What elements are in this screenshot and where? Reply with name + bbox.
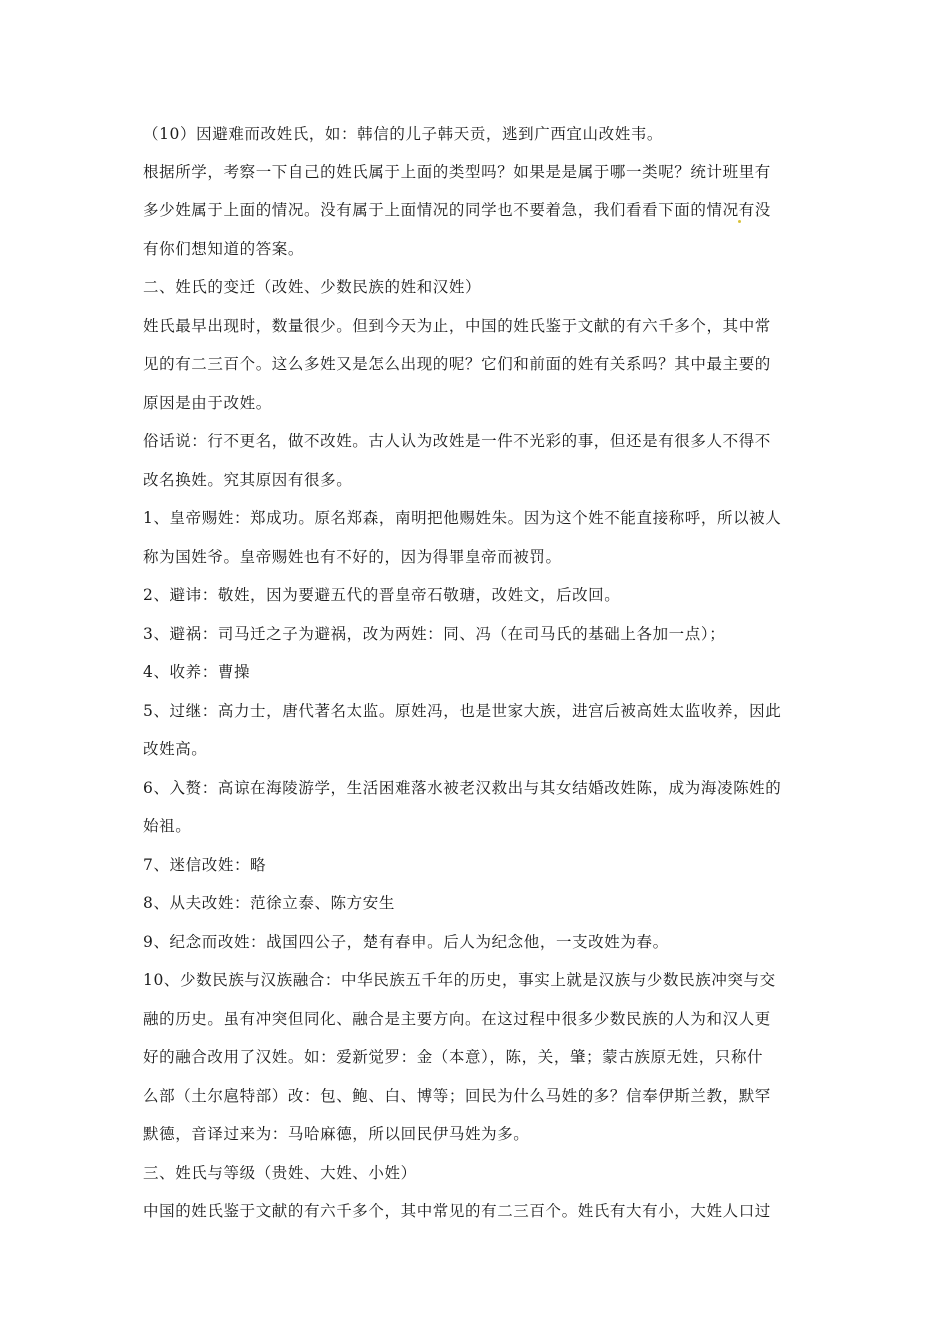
text-line: 多少姓属于上面的情况。没有属于上面情况的同学也不要着急，我们看看下面的情况有没	[143, 201, 771, 219]
text-line: 9、纪念而改姓：战国四公子，楚有春申。后人为纪念他，一支改姓为春。	[143, 933, 669, 951]
text-line: 10、少数民族与汉族融合：中华民族五千年的历史，事实上就是汉族与少数民族冲突与交	[143, 971, 776, 989]
text-line: 8、从夫改姓：范徐立泰、陈方安生	[143, 894, 395, 912]
text-line: 好的融合改用了汉姓。如：爱新觉罗：金（本意），陈，关，肇；蒙古族原无姓，只称什	[143, 1048, 764, 1066]
text-line: 默德，音译过来为：马哈麻德，所以回民伊马姓为多。	[143, 1125, 530, 1143]
text-line: 1、皇帝赐姓：郑成功。原名郑森，南明把他赐姓朱。因为这个姓不能直接称呼，所以被人	[143, 509, 782, 527]
text-line: 3、避祸：司马迁之子为避祸，改为两姓：同、冯（在司马氏的基础上各加一点）；	[143, 625, 726, 643]
text-line: 根据所学，考察一下自己的姓氏属于上面的类型吗？如果是是属于哪一类呢？统计班里有	[143, 163, 771, 181]
text-line: 么部（土尔扈特部）改：包、鲍、白、博等；回民为什么马姓的多？信奉伊斯兰教，默罕	[143, 1087, 771, 1105]
text-line: 7、迷信改姓：略	[143, 856, 267, 874]
text-line: 有你们想知道的答案。	[143, 240, 305, 258]
text-line: 三、姓氏与等级（贵姓、大姓、小姓）	[143, 1164, 417, 1182]
text-line: 5、过继：高力士，唐代著名太监。原姓冯，也是世家大族，进宫后被高姓太监收养，因此	[143, 702, 782, 720]
text-line: 见的有二三百个。这么多姓又是怎么出现的呢？它们和前面的姓有关系吗？其中最主要的	[143, 355, 771, 373]
text-line: 称为国姓爷。皇帝赐姓也有不好的，因为得罪皇帝而被罚。	[143, 548, 562, 566]
text-line: 融的历史。虽有冲突但同化、融合是主要方向。在这过程中很多少数民族的人为和汉人更	[143, 1010, 771, 1028]
stray-mark	[738, 220, 741, 223]
text-line: 姓氏最早出现时，数量很少。但到今天为止，中国的姓氏鉴于文献的有六千多个，其中常	[143, 317, 771, 335]
text-line: （10）因避难而改姓氏，如：韩信的儿子韩天贡，逃到广西宜山改姓韦。	[143, 125, 664, 143]
text-line: 始祖。	[143, 817, 192, 835]
text-line: 原因是由于改姓。	[143, 394, 272, 412]
text-line: 2、避讳：敬姓，因为要避五代的晋皇帝石敬瑭，改姓文，后改回。	[143, 586, 621, 604]
text-line: 中国的姓氏鉴于文献的有六千多个，其中常见的有二三百个。姓氏有大有小，大姓人口过	[143, 1202, 771, 1220]
text-line: 改名换姓。究其原因有很多。	[143, 471, 353, 489]
text-line: 4、收养：曹操	[143, 663, 251, 681]
text-line: 6、入赘：高谅在海陵游学，生活困难落水被老汉救出与其女结婚改姓陈，成为海凌陈姓的	[143, 779, 782, 797]
text-line: 俗话说：行不更名，做不改姓。古人认为改姓是一件不光彩的事，但还是有很多人不得不	[143, 432, 771, 450]
text-line: 二、姓氏的变迁（改姓、少数民族的姓和汉姓）	[143, 278, 482, 296]
text-line: 改姓高。	[143, 740, 208, 758]
